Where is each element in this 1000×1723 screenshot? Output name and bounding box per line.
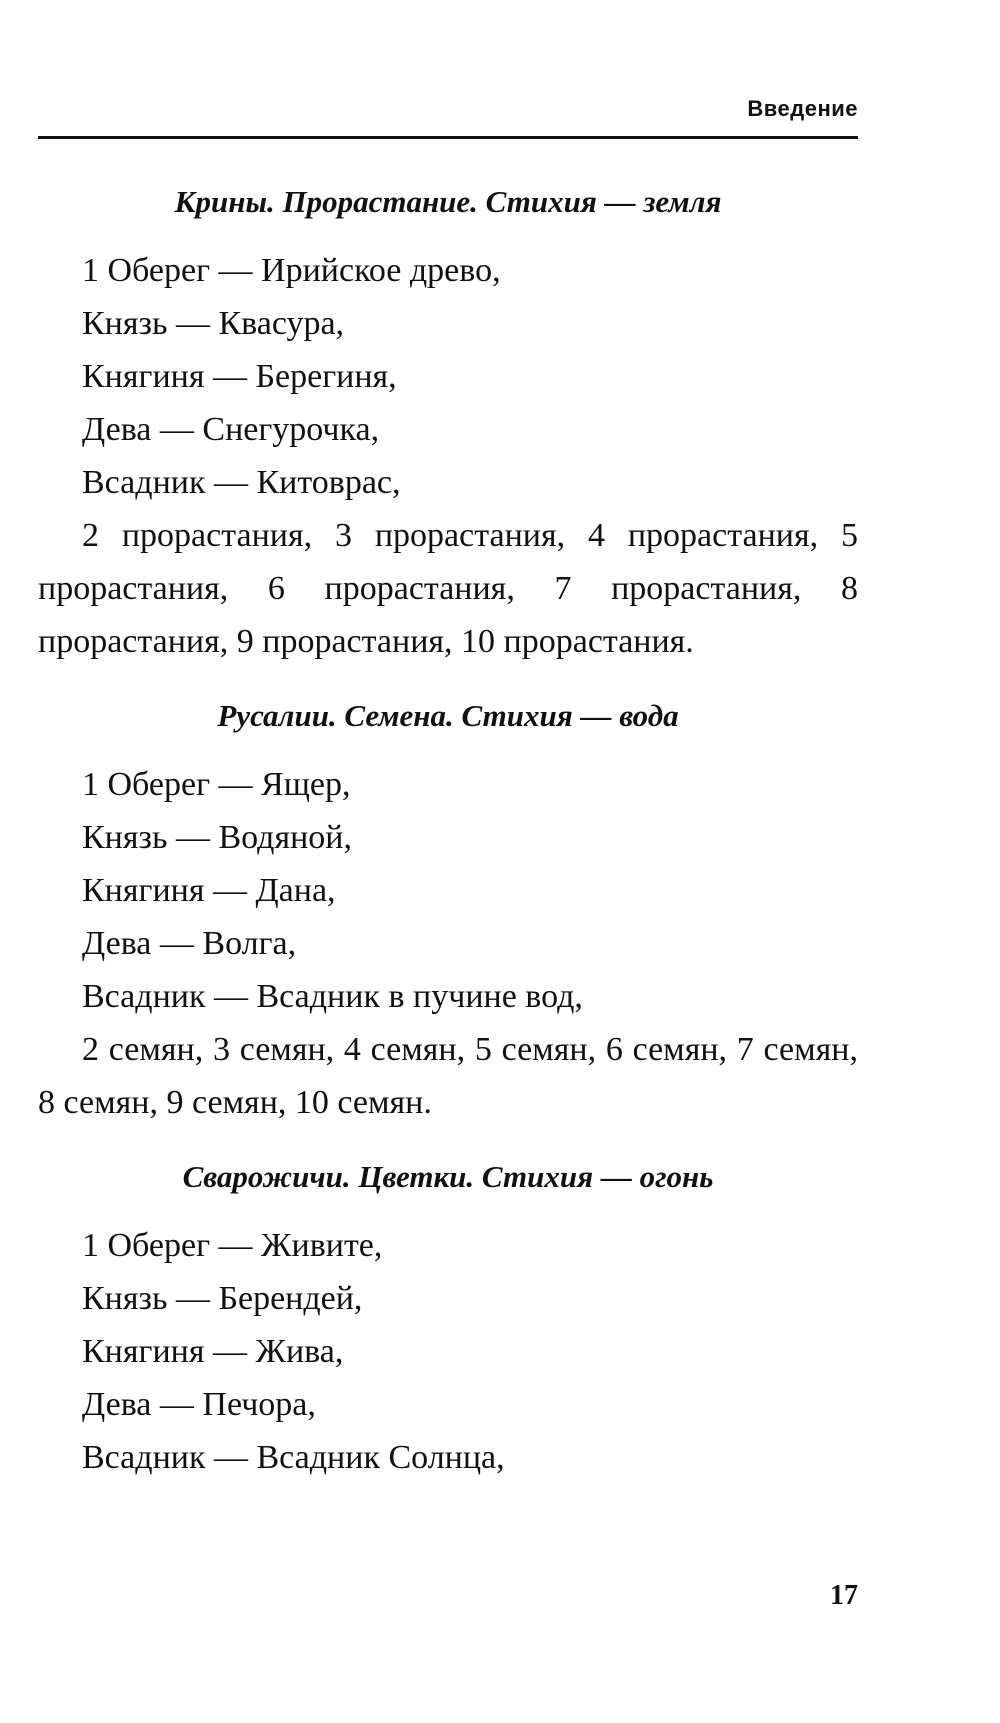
list-line: Дева — Снегурочка, bbox=[82, 411, 380, 448]
header-rule bbox=[38, 136, 858, 139]
list-line: Князь — Квасура, bbox=[82, 305, 345, 342]
section-title: Русалии. Семена. Стихия — вода bbox=[217, 698, 679, 733]
section-title: Крины. Прорастание. Стихия — земля bbox=[174, 184, 722, 219]
section-svarozhichi bbox=[38, 1153, 858, 1484]
list-line: Княгиня — Дана, bbox=[82, 872, 336, 909]
list-line: Княгиня — Жива, bbox=[82, 1333, 344, 1370]
list-line: 1 Оберег — Живите, bbox=[82, 1227, 383, 1264]
list-line: Всадник — Китоврас, bbox=[82, 464, 401, 501]
list-line: Князь — Берендей, bbox=[82, 1280, 363, 1317]
list-line: Дева — Волга, bbox=[82, 925, 297, 962]
section-paragraph: 2 семян, 3 семян, 4 семян, 5 семян, 6 семян, 7 семян, 8 семян, 9 семян, 10 семян. bbox=[38, 1031, 858, 1121]
list-line: Всадник — Всадник Солнца, bbox=[82, 1439, 505, 1476]
section-paragraph: 2 прорастания, 3 прорастания, 4 прорастания, 5 прорастания, 6 прорастания, 7 прорастания, 8 прорастания, 9 прорастания, 10 прорастания. bbox=[38, 517, 858, 660]
list-line: Дева — Печора, bbox=[82, 1386, 316, 1423]
page-number: 17 bbox=[830, 1580, 858, 1611]
list-line: Князь — Водяной, bbox=[82, 819, 352, 856]
list-line: Княгиня — Берегиня, bbox=[82, 358, 397, 395]
list-line: 1 Оберег — Ирийское древо, bbox=[82, 252, 501, 289]
running-head-title: Введение bbox=[747, 96, 858, 121]
section-title: Сварожичи. Цветки. Стихия — огонь bbox=[182, 1159, 714, 1194]
section-kriny bbox=[38, 178, 858, 668]
list-line: 1 Оберег — Ящер, bbox=[82, 766, 351, 803]
list-line: Всадник — Всадник в пучине вод, bbox=[82, 978, 583, 1015]
section-rusalii bbox=[38, 692, 858, 1129]
page-content bbox=[38, 178, 858, 1484]
